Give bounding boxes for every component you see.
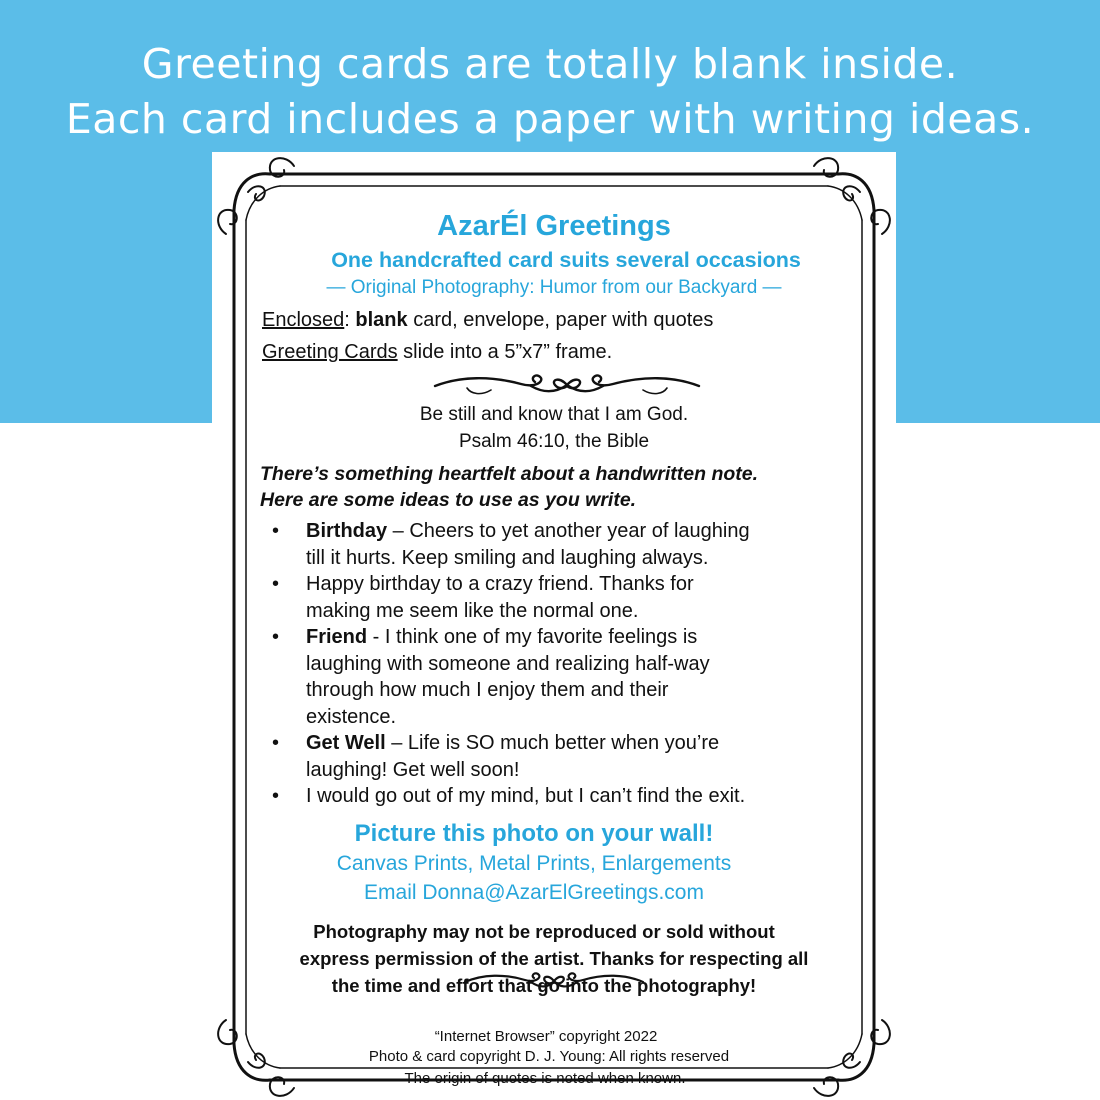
writing-ideas-list xyxy=(268,518,868,810)
idea-label: Friend xyxy=(306,626,368,648)
idea-text: - I think one of my favorite feelings is xyxy=(367,626,698,648)
quotes-origin-note: The origin of quotes is noted when known. xyxy=(404,1070,686,1087)
brand-title: AzarÉl Greetings xyxy=(437,210,671,242)
cta-email: Email Donna@AzarElGreetings.com xyxy=(364,881,704,904)
enclosed-rest: card, envelope, paper with quotes xyxy=(407,309,714,331)
enclosed-line xyxy=(262,309,713,332)
legal-line-3: the time and effort that go into the photography! xyxy=(331,975,757,996)
legal-line-1: Photography may not be reproduced or sold without xyxy=(313,921,775,942)
cta-heading: Picture this photo on your wall! xyxy=(354,820,714,847)
copyright-owner: Photo & card copyright D. J. Young: All rights reserved xyxy=(368,1048,730,1065)
cta-prints: Canvas Prints, Metal Prints, Enlargements xyxy=(336,852,732,875)
legal-line-2: express permission of the artist. Thanks for respecting all xyxy=(299,948,809,969)
idea-text-cont: through how much I enjoy them and their xyxy=(306,679,669,701)
frame-note-rest: slide into a 5”x7” frame. xyxy=(397,341,613,363)
idea-label: Get Well xyxy=(306,732,386,754)
intro-line-2: Here are some ideas to use as you write. xyxy=(260,489,637,511)
idea-text: Happy birthday to a crazy friend. Thanks for xyxy=(306,573,694,595)
idea-text: I would go out of my mind, but I can’t find the exit. xyxy=(306,785,746,807)
scroll-divider-icon xyxy=(431,372,703,398)
insert-paper xyxy=(212,152,896,1100)
idea-item-birthday xyxy=(268,518,868,571)
tagline: One handcrafted card suits several occasions xyxy=(331,248,801,272)
idea-text-cont: laughing! Get well soon! xyxy=(306,758,520,781)
enclosed-label: Enclosed xyxy=(262,309,345,331)
idea-text: – Cheers to yet another year of laughing xyxy=(387,520,750,542)
idea-text-cont: laughing with someone and realizing half-way xyxy=(306,652,710,675)
idea-label: Birthday xyxy=(306,520,388,542)
intro-line-1: There’s something heartfelt about a handwritten note. xyxy=(260,463,759,485)
bible-verse: Be still and know that I am God. xyxy=(419,404,689,425)
idea-item-get-well xyxy=(268,730,868,783)
idea-text-cont: till it hurts. Keep smiling and laughing always. xyxy=(306,546,709,569)
banner-headline-1: Greeting cards are totally blank inside. xyxy=(141,40,959,88)
idea-item-friend xyxy=(268,624,868,730)
frame-note-line xyxy=(262,341,612,364)
idea-text-cont: existence. xyxy=(306,705,397,728)
banner-headline-2: Each card includes a paper with writing ideas. xyxy=(65,95,1035,143)
idea-item-exit xyxy=(268,783,868,810)
idea-text: – Life is SO much better when you’re xyxy=(385,732,720,754)
enclosed-bold: blank xyxy=(355,309,408,331)
idea-item-crazy-friend xyxy=(268,571,868,624)
subtagline: — Original Photography: Humor from our Backyard — xyxy=(326,277,782,298)
enclosed-sep: : xyxy=(344,309,356,331)
frame-note-label: Greeting Cards xyxy=(262,341,398,363)
copyright-title: “Internet Browser” copyright 2022 xyxy=(434,1028,658,1045)
scroll-divider-small-icon xyxy=(461,970,647,992)
idea-text-cont: making me seem like the normal one. xyxy=(306,599,639,622)
verse-reference: Psalm 46:10, the Bible xyxy=(458,431,650,452)
